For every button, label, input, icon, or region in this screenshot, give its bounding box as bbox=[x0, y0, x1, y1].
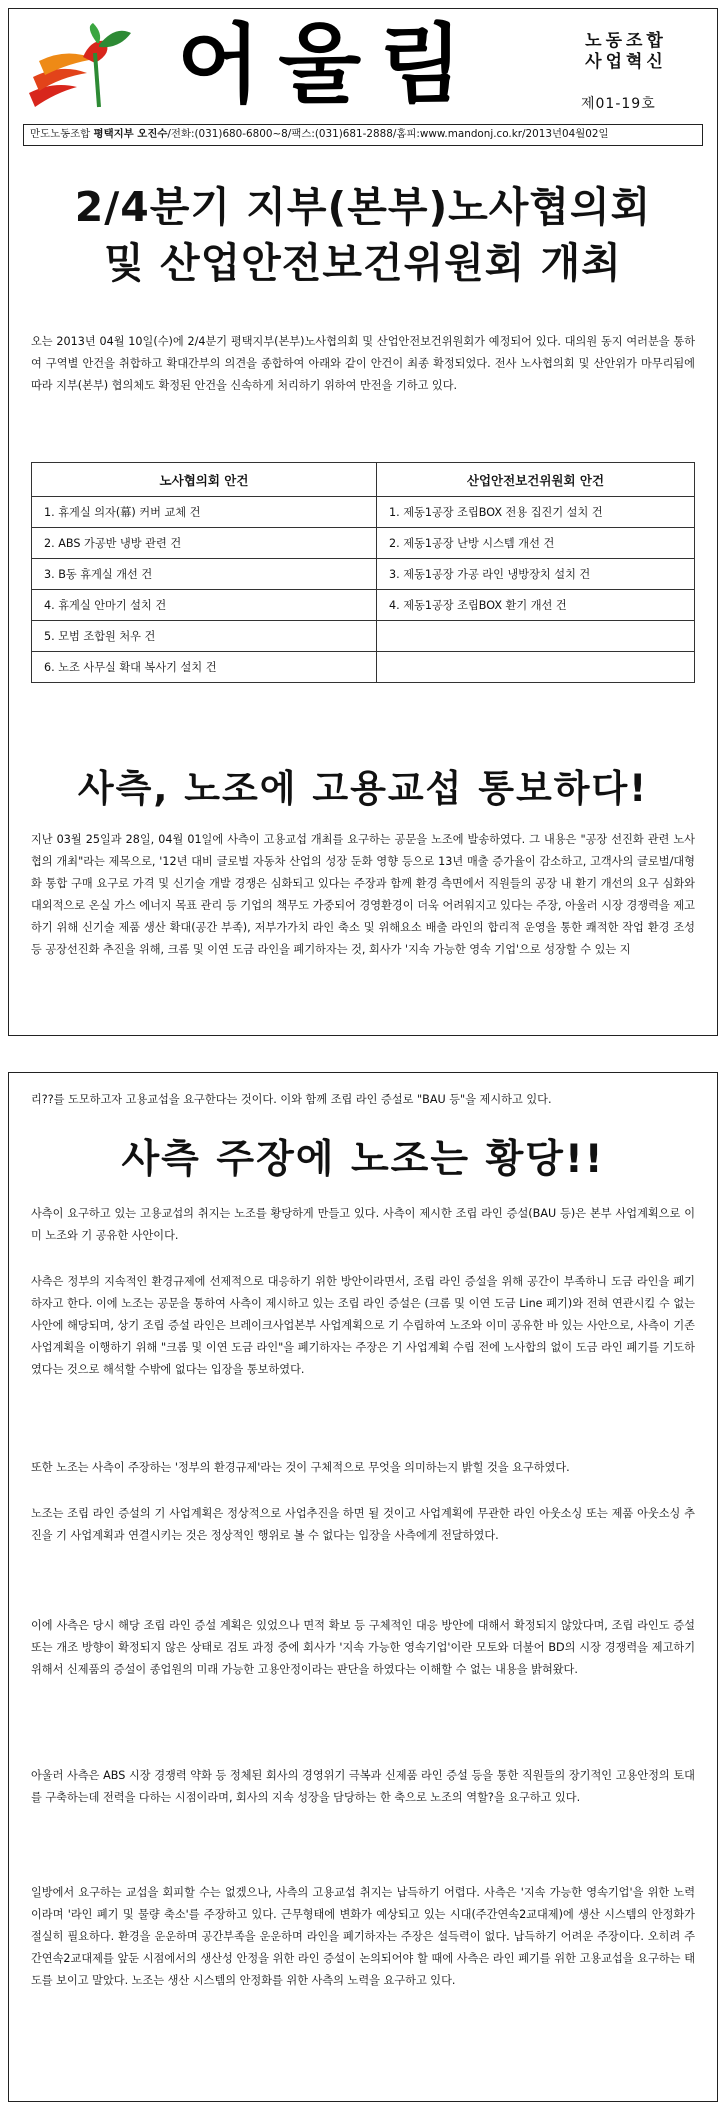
agenda-cell: 5. 모범 조합원 처우 건 bbox=[32, 621, 377, 652]
article1-body: 오는 2013년 04월 10일(수)에 2/4분기 평택지부(본부)노사협의회 및 산업안전보건위원회가 예정되어 있다. 대의원 동지 여러분을 통하여 구역별 안건을 취합하고 확대간부의 의견을 종합하여 아래와 같이 안건이 최종 확정되었다. 전사 노사협의회 및 산안위가 마무리됨에 따라 지부(본부) 협의체도 확정된 안건을 신속하게 처리하기 위하여 만전을 기하고 있다. bbox=[31, 335, 695, 392]
article3-paragraph: 사측이 요구하고 있는 고용교섭의 취지는 노조를 황당하게 만들고 있다. 사측이 제시한 조립 라인 증설(BAU 등)은 본부 사업계획으로 이미 노조와 기 공유한 사안이다. bbox=[31, 1207, 695, 1242]
agenda-header-labor: 노사협의회 안건 bbox=[32, 463, 377, 497]
agenda-header-safety: 산업안전보건위원회 안건 bbox=[377, 463, 695, 497]
article2-headline: 사측, 노조에 고용교섭 통보하다! bbox=[77, 767, 649, 810]
article1-headline-line2: 및 산업안전보건위원회 개최 bbox=[104, 239, 622, 287]
union-name-line2: 사업혁신 bbox=[585, 52, 667, 72]
agenda-cell: 3. B동 휴게실 개선 건 bbox=[32, 559, 377, 590]
issue-number: 제01-19호 bbox=[581, 96, 656, 112]
newsletter-page-1 bbox=[8, 8, 718, 1036]
union-logo-icon bbox=[25, 23, 135, 115]
publisher-contact: /전화:(031)680-6800~8/팩스:(031)681-2888/홈피:www.mandonj.co.kr/2013년04월02일 bbox=[167, 128, 609, 140]
article2-body: 지난 03월 25일과 28일, 04월 01일에 사측이 고용교섭 개최를 요구하는 공문을 노조에 발송하였다. 그 내용은 "공장 선진화 관련 노사협의 개최"라는 제목으로, '12년 대비 글로벌 자동차 산업의 성장 둔화 영향 등으로 13년 매출 증가율이 감소하고, 고객사의 글로벌/대형화 통합 구매 요구로 가격 및 신기술 개발 경쟁은 심화되고 있다는 주장과 함께 환경 측면에서 직원들의 공장 내 환기 개선의 요구 심화와 대외적으로 온실 가스 에너지 목표 관리 등 기업의 책무도 가중되어 경영환경이 더욱 어려워지고 있다는 주장, 아울러 시장 경쟁력을 제고하기 위해 신기술 제품 생산 확대(공간 부족), 저부가가치 라인 축소 및 위해요소 배출 라인의 합리적 운영을 통한 쾌적한 작업 환경 조성 등 공장선진화 추진을 위해, 크롬 및 이연 도금 라인을 폐기하자는 것, 회사가 '지속 가능한 영속 기업'으로 성장할 수 있는 지 bbox=[31, 833, 695, 956]
article3-paragraph: 노조는 조립 라인 증설의 기 사업계획은 정상적으로 사업추진을 하면 될 것이고 사업계획에 무관한 라인 아웃소싱 또는 제품 아웃소싱 추진을 기 사업계획과 연결시키는 것은 정상적인 행위로 볼 수 없다는 입장을 사측에게 전달하였다. bbox=[31, 1507, 695, 1542]
agenda-cell: 1. 제동1공장 조립BOX 전용 집진기 설치 건 bbox=[377, 497, 695, 528]
table-row bbox=[32, 497, 695, 528]
agenda-cell: 2. 제동1공장 난방 시스템 개선 건 bbox=[377, 528, 695, 559]
union-name bbox=[571, 31, 681, 73]
table-row bbox=[32, 652, 695, 683]
article3-paragraph: 사측은 정부의 지속적인 환경규제에 선제적으로 대응하기 위한 방안이라면서, 조립 라인 증설을 위해 공간이 부족하니 도금 라인을 폐기하자고 한다. 이에 노조는 공문을 통하여 사측이 제시하고 있는 조립 라인 증설은 (크롬 및 이연 도금 Line 폐기)와 전혀 연관시킬 수 없는 사안에 해당되며, 상기 조립 증설 라인은 브레이크사업본부 사업계획으로 기 수립하여 노조와 이미 공유한 바 있는 사안으로, 사측이 기존 사업계획을 이행하기 위해 "크롬 및 이연 도금 라인"을 폐기하자는 주장은 기 사업계획 수립 전에 노사합의 없이 도금 라인 폐기를 기도하였다는 것으로 해석할 수밖에 없다는 입장을 통보하였다. bbox=[31, 1275, 695, 1376]
agenda-cell: 4. 휴게실 안마기 설치 건 bbox=[32, 590, 377, 621]
agenda-cell bbox=[377, 621, 695, 652]
newsletter-page-2 bbox=[8, 1072, 718, 2102]
article3-paragraph: 또한 노조는 사측이 주장하는 '정부의 환경규제'라는 것이 구체적으로 무엇을 의미하는지 밝힐 것을 요구하였다. bbox=[31, 1461, 570, 1474]
table-row bbox=[32, 528, 695, 559]
agenda-cell: 1. 휴게실 의자(幕) 커버 교체 건 bbox=[32, 497, 377, 528]
article1-headline bbox=[9, 179, 717, 291]
agenda-cell: 2. ABS 가공반 냉방 관련 건 bbox=[32, 528, 377, 559]
table-row bbox=[32, 559, 695, 590]
article3-paragraph: 아울러 사측은 ABS 시장 경쟁력 약화 등 정체된 회사의 경영위기 극복과 신제품 라인 증설 등을 통한 직원들의 장기적인 고용안정의 토대를 구축하는데 전력을 다하는 시점이라며, 회사의 지속 성장을 담당하는 한 축으로 노조의 역할?을 요구하고 있다. bbox=[31, 1769, 695, 1804]
article1-headline-line1: 2/4분기 지부(본부)노사협의회 bbox=[74, 183, 652, 231]
article3-headline: 사측 주장에 노조는 황당!! bbox=[121, 1137, 605, 1182]
agenda-header-row bbox=[32, 463, 695, 497]
agenda-table bbox=[31, 462, 695, 683]
article3-paragraph: 일방에서 요구하는 교섭을 회피할 수는 없겠으나, 사측의 고용교섭 취지는 납득하기 어렵다. 사측은 '지속 가능한 영속기업'을 위한 노력이라며 '라인 폐기 및 물량 축소'를 주장하고 있다. 근무형태에 변화가 예상되고 있는 시대(주간연속2교대제)에 생산 시스템의 안정화가 절실히 필요하다. 환경을 운운하며 공간부족을 운운하며 라인을 폐기하자는 주장은 설득력이 없다. 납득하기 어려운 주장이다. 오히려 주간연속2교대제를 앞둔 시점에서의 생산성 안정을 위한 라인 증설이 논의되어야 할 때에 사측은 라인 폐기를 위한 고용교섭을 요구하는 태도를 보이고 말았다. 노조는 생산 시스템의 안정화를 위한 사측의 노력을 요구하고 있다. bbox=[31, 1886, 695, 1987]
table-row bbox=[32, 590, 695, 621]
publisher-union: 만도노동조합 bbox=[30, 128, 94, 140]
publisher-info-bar bbox=[23, 124, 703, 146]
union-name-line1: 노동조합 bbox=[585, 31, 667, 51]
newsletter-title: 어울림 bbox=[177, 15, 481, 115]
agenda-cell: 4. 제동1공장 조립BOX 환기 개선 건 bbox=[377, 590, 695, 621]
agenda-cell: 6. 노조 사무실 확대 복사기 설치 건 bbox=[32, 652, 377, 683]
article3-paragraph: 이에 사측은 당시 해당 조립 라인 증설 계획은 있었으나 면적 확보 등 구체적인 대응 방안에 대해서 확정되지 않았다며, 조립 라인도 증설 또는 개조 방향이 확정되지 않은 상태로 검토 과정 중에 회사가 '지속 가능한 영속기업'이란 모토와 더불어 BD의 시장 경쟁력을 제고하기 위해서 신제품의 증설이 종업원의 미래 가능한 고용안정이라는 판단을 하였다는 이해할 수 없는 내용을 밝혀왔다. bbox=[31, 1619, 695, 1676]
agenda-cell bbox=[377, 652, 695, 683]
table-row bbox=[32, 621, 695, 652]
agenda-cell: 3. 제동1공장 가공 라인 냉방장치 설치 건 bbox=[377, 559, 695, 590]
article2-continuation: 리??를 도모하고자 고용교섭을 요구한다는 것이다. 이와 함께 조립 라인 증설로 "BAU 등"을 제시하고 있다. bbox=[31, 1093, 552, 1106]
publisher-branch: 평택지부 오진수 bbox=[93, 128, 168, 140]
